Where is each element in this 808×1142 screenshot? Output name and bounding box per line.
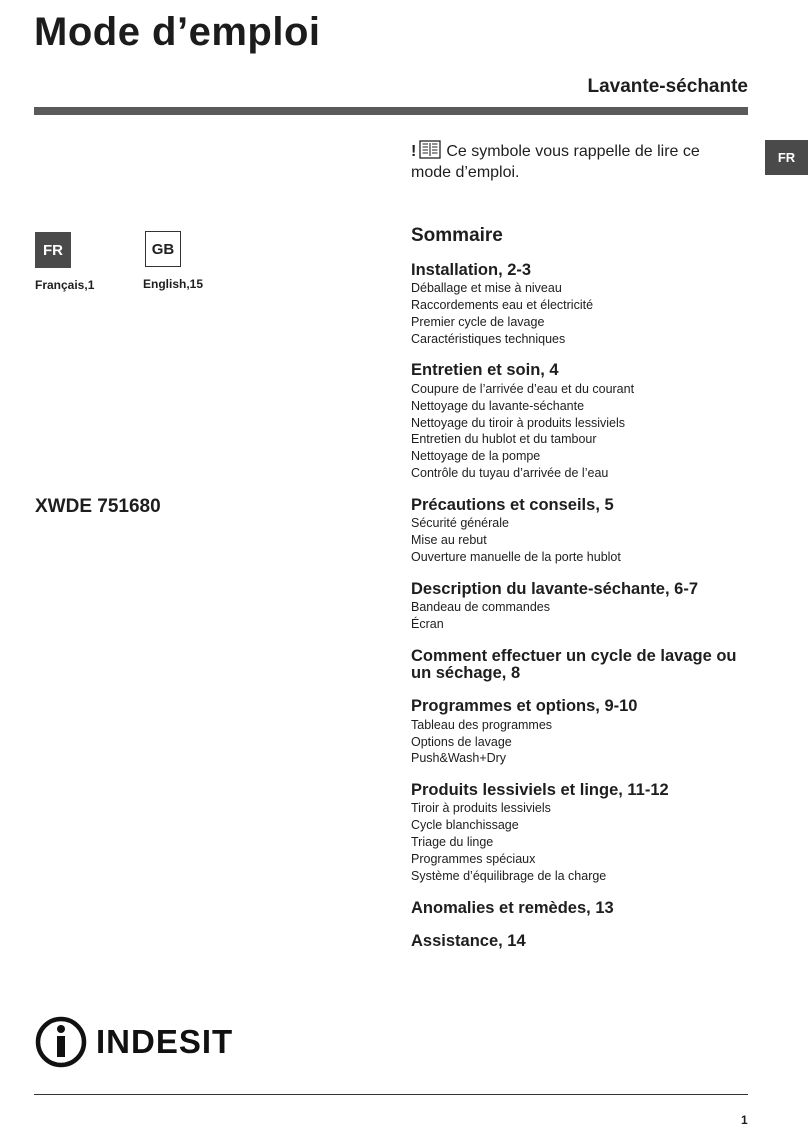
toc-item: Bandeau de commandes (411, 600, 550, 614)
toc-item: Options de lavage (411, 735, 512, 749)
language-box-fr[interactable]: FR (35, 232, 71, 268)
toc-section-title: Entretien et soin, 4 (411, 361, 559, 379)
language-box-gb[interactable]: GB (145, 231, 181, 267)
toc-item: Mise au rebut (411, 533, 487, 547)
toc-section-title: Anomalies et remèdes, 13 (411, 899, 614, 917)
toc-item: Déballage et mise à niveau (411, 281, 562, 295)
model-number: XWDE 751680 (35, 496, 161, 517)
language-tab: FR (765, 140, 808, 175)
toc-section-title: Produits lessiviels et linge, 11-12 (411, 781, 669, 799)
notice-text: Ce symbole vous rappelle de lire ce mode d’emploi. (411, 143, 700, 181)
toc-item: Coupure de l’arrivée d’eau et du courant (411, 382, 635, 396)
toc-item: Programmes spéciaux (411, 852, 536, 866)
page-title: Mode d’emploi (34, 10, 321, 54)
toc-item: Nettoyage du tiroir à produits lessiviels (411, 416, 625, 430)
toc-item: Caractéristiques techniques (411, 332, 566, 346)
toc-section-title: Installation, 2-3 (411, 261, 532, 279)
toc-item: Système d’équilibrage de la charge (411, 869, 607, 883)
toc-item: Triage du linge (411, 835, 494, 849)
toc-section-title: Description du lavante-séchante, 6-7 (411, 580, 699, 598)
toc-section-title: Comment effectuer un cycle de lavage ou un séchage, 8 (411, 647, 737, 682)
toc-item: Cycle blanchissage (411, 818, 519, 832)
indesit-logo-icon (34, 1016, 88, 1068)
toc-section-title: Assistance, 14 (411, 932, 526, 950)
toc-item: Ouverture manuelle de la porte hublot (411, 550, 621, 564)
brand-name: INDESIT (96, 1023, 234, 1060)
language-label-gb: English,15 (143, 277, 204, 291)
notice-exclamation: ! (411, 143, 417, 160)
toc-item: Tiroir à produits lessiviels (411, 801, 551, 815)
toc-item: Nettoyage de la pompe (411, 449, 541, 463)
manual-book-icon (419, 140, 441, 159)
toc-item: Entretien du hublot et du tambour (411, 432, 597, 446)
toc-item: Raccordements eau et électricité (411, 298, 594, 312)
page-number: 1 (741, 1113, 748, 1127)
toc-item: Push&Wash+Dry (411, 751, 507, 765)
read-manual-notice (411, 140, 731, 183)
product-type-subtitle: Lavante-séchante (587, 76, 748, 97)
toc-item: Tableau des programmes (411, 718, 553, 732)
toc-section-title: Programmes et options, 9-10 (411, 697, 638, 715)
toc-item: Contrôle du tuyau d’arrivée de l’eau (411, 466, 609, 480)
footer-divider (34, 1094, 748, 1095)
toc-item: Sécurité générale (411, 516, 509, 530)
toc-heading: Sommaire (411, 225, 503, 246)
toc-item: Premier cycle de lavage (411, 315, 545, 329)
toc-section-title: Précautions et conseils, 5 (411, 496, 614, 514)
header-divider (34, 107, 748, 115)
toc-item: Nettoyage du lavante-séchante (411, 399, 585, 413)
indesit-logo (34, 1016, 233, 1068)
language-label-fr: Français,1 (35, 278, 95, 292)
toc-item: Écran (411, 617, 444, 631)
